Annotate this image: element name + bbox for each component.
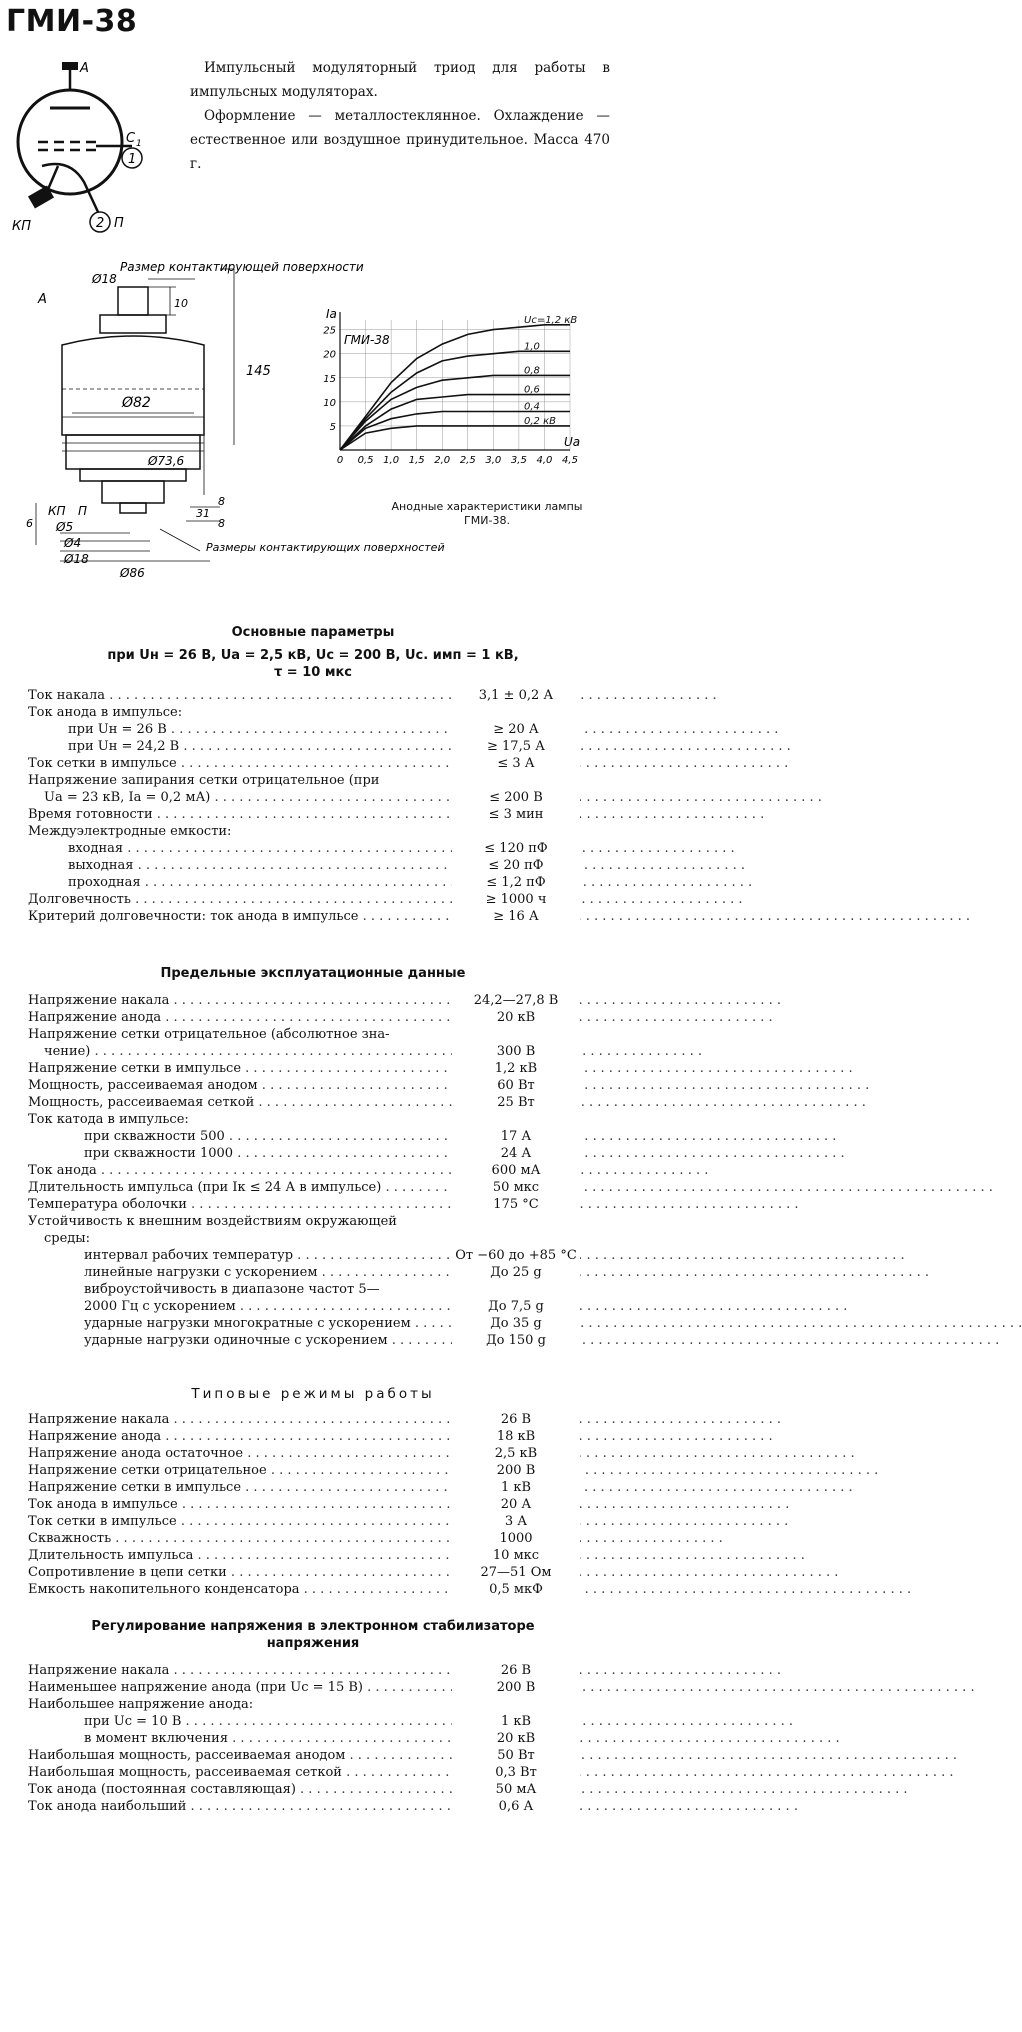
param-row [28, 1462, 598, 1479]
param-value: ≥ 1000 ч [452, 891, 580, 908]
chart-tube-label: ГМИ-38 [344, 333, 390, 347]
param-row [28, 908, 598, 925]
d86-label: Ø86 [120, 566, 145, 580]
param-row [28, 874, 598, 891]
y-tick-label: 15 [323, 373, 336, 385]
y-tick-label: 10 [323, 397, 336, 409]
param-row [28, 1179, 598, 1196]
series-label: Uc=1,2 кВ [524, 314, 578, 326]
params-list [28, 992, 598, 1349]
param-label: линейные нагрузки с ускорением [84, 1265, 318, 1280]
param-row [28, 1747, 598, 1764]
param-value: До 35 g [452, 1315, 580, 1332]
param-value: 50 Вт [452, 1747, 580, 1764]
param-row [28, 1781, 598, 1798]
param-value: 0,6 А [452, 1798, 580, 1815]
x-tick-label: 2,0 [434, 455, 451, 466]
param-row [28, 840, 598, 857]
param-label: Емкость накопительного конденсатора [28, 1582, 300, 1597]
param-row [28, 1094, 598, 1111]
param-value: 20 кВ [452, 1009, 580, 1026]
param-label: выходная [68, 858, 134, 873]
param-row [28, 1247, 598, 1264]
param-label: входная [68, 841, 124, 856]
param-row [28, 772, 598, 789]
body-outline [62, 336, 204, 435]
param-row [28, 1564, 598, 1581]
param-row [28, 1798, 598, 1815]
conditions-line-2: τ = 10 мкс [273, 665, 352, 680]
param-row [28, 992, 598, 1009]
param-row [28, 704, 598, 721]
anode-characteristics-chart [310, 300, 610, 490]
param-row [28, 1264, 598, 1281]
param-row [28, 857, 598, 874]
param-row [28, 1077, 598, 1094]
series-label: 0,8 [524, 365, 540, 377]
heater-filament [42, 164, 98, 212]
param-value: ≥ 17,5 А [452, 738, 580, 755]
param-row [28, 1162, 598, 1179]
series-label: 1,0 [524, 341, 540, 353]
param-row [28, 1196, 598, 1213]
param-value: ≤ 120 пФ [452, 840, 580, 857]
param-row [28, 789, 598, 806]
param-row [28, 806, 598, 823]
intro-text [190, 56, 610, 176]
param-label: Напряжение запирания сетки отрицательное (при [28, 773, 380, 788]
contact-note-label: Размер контактирующей поверхности [120, 260, 364, 274]
param-value: 0,3 Вт [452, 1764, 580, 1781]
param-value: 25 Вт [452, 1094, 580, 1111]
dim-10-label: 10 [174, 297, 188, 310]
cathode-label: КП [12, 219, 32, 234]
tube-symbol-diagram [8, 62, 168, 232]
param-row [28, 1428, 598, 1445]
param-value: 1 кВ [452, 1479, 580, 1496]
param-label: Скважность [28, 1531, 112, 1546]
param-row [28, 1315, 598, 1332]
param-row [28, 1026, 598, 1043]
param-label: Время готовности [28, 807, 153, 822]
param-value: До 25 g [452, 1264, 580, 1281]
param-label: Мощность, рассеиваемая сеткой [28, 1095, 255, 1110]
param-label: Напряжение накала [28, 1412, 170, 1427]
param-value: 3 А [452, 1513, 580, 1530]
param-value: 200 В [452, 1679, 580, 1696]
param-label: Напряжение анода остаточное [28, 1446, 244, 1461]
param-row [28, 891, 598, 908]
param-label: Напряжение сетки в импульсе [28, 1061, 242, 1076]
param-row [28, 1043, 598, 1060]
param-row [28, 1111, 598, 1128]
param-label: Наибольшая мощность, рассеиваемая сеткой [28, 1765, 342, 1780]
param-label: Наименьшее напряжение анода (при Uс = 15 В) [28, 1680, 363, 1695]
param-label: Напряжение сетки в импульсе [28, 1480, 242, 1495]
param-row [28, 1298, 598, 1315]
x-tick-label: 4,5 [562, 455, 578, 466]
param-value: 10 мкс [452, 1547, 580, 1564]
dim-8b-label: 8 [218, 517, 225, 530]
param-row [28, 1547, 598, 1564]
param-label: при скважности 1000 [84, 1146, 234, 1161]
param-label: Долговечность [28, 892, 131, 907]
grid-sub-label: 1 [136, 139, 142, 149]
param-row [28, 1009, 598, 1026]
param-label: проходная [68, 875, 141, 890]
d73-label: Ø73,6 [148, 454, 185, 468]
params-list [28, 687, 598, 925]
param-label: интервал рабочих температур [84, 1248, 294, 1263]
param-value: 20 кВ [452, 1730, 580, 1747]
param-label: Ток анода наибольший [28, 1799, 187, 1814]
param-row [28, 755, 598, 772]
series-label: 0,6 [524, 384, 540, 396]
param-label: Напряжение сетки отрицательное [28, 1463, 267, 1478]
param-label: ударные нагрузки одиночные с ускорением [84, 1333, 388, 1348]
param-value: 0,5 мкФ [452, 1581, 580, 1598]
heater-label: П [114, 216, 124, 231]
param-label: Ток накала [28, 688, 106, 703]
a-label: А [38, 292, 47, 307]
param-value: 2,5 кВ [452, 1445, 580, 1462]
p-label: П [78, 504, 88, 518]
param-row [28, 823, 598, 840]
param-label: Ток анода (постоянная составляющая) [28, 1782, 296, 1797]
param-label: виброустойчивость в диапазоне частот 5— [84, 1282, 380, 1297]
param-value: 18 кВ [452, 1428, 580, 1445]
x-tick-label: 1,0 [383, 455, 400, 466]
intro-line-2: Оформление — металлостеклянное. Охлаждение — естественное или воздушное принудительное. Масса 470 г. [190, 108, 610, 172]
x-tick-label: 0 [336, 455, 344, 466]
param-value: 26 В [452, 1411, 580, 1428]
param-label: при Uн = 26 В [68, 722, 167, 737]
d18-bottom-label: Ø18 [64, 552, 89, 566]
dim-31-label: 31 [196, 507, 210, 520]
param-row [28, 1581, 598, 1598]
d18-top-label: Ø18 [92, 272, 117, 286]
param-label: Напряжение сетки отрицательное (абсолютное зна- [28, 1027, 390, 1042]
params-list [28, 1411, 598, 1598]
param-value: 50 мА [452, 1781, 580, 1798]
param-label: Критерий долговечности: ток анода в импульсе [28, 909, 359, 924]
param-value: 1 кВ [452, 1713, 580, 1730]
top-cap [118, 287, 148, 315]
grid-label: С [126, 131, 136, 146]
param-value: 17 А [452, 1128, 580, 1145]
param-value: 26 В [452, 1662, 580, 1679]
pin2-label: 2 [96, 216, 105, 231]
d5-label: Ø5 [56, 520, 74, 534]
param-row [28, 1230, 598, 1247]
param-row [28, 1513, 598, 1530]
param-value: 20 А [452, 1496, 580, 1513]
section-title-line-2: напряжения [266, 1636, 360, 1651]
param-label: чение) [44, 1044, 91, 1059]
param-row [28, 1411, 598, 1428]
param-row [28, 721, 598, 738]
param-label: Длительность импульса (при Iк ≤ 24 А в импульсе) [28, 1180, 382, 1195]
param-label: Ток катода в импульсе: [28, 1112, 189, 1127]
param-label: при Uн = 24,2 В [68, 739, 180, 754]
param-label: при Uс = 10 В [84, 1714, 182, 1729]
param-row [28, 1764, 598, 1781]
section-main-parameters [28, 624, 598, 925]
x-tick-label: 3,5 [510, 455, 527, 466]
param-value: ≤ 3 А [452, 755, 580, 772]
param-value: 300 В [452, 1043, 580, 1060]
param-row [28, 1496, 598, 1513]
y-tick-label: 25 [323, 325, 336, 337]
param-label: Мощность, рассеиваемая анодом [28, 1078, 258, 1093]
param-value: 600 мА [452, 1162, 580, 1179]
param-label: Ток анода [28, 1163, 97, 1178]
param-value: 1000 [452, 1530, 580, 1547]
param-row [28, 1060, 598, 1077]
param-value: 3,1 ± 0,2 А [452, 687, 580, 704]
param-row [28, 1679, 598, 1696]
param-label: Ток анода в импульсе: [28, 705, 183, 720]
x-tick-label: 4,0 [536, 455, 553, 466]
param-row [28, 1445, 598, 1462]
param-label: Напряжение анода [28, 1429, 162, 1444]
param-row [28, 1530, 598, 1547]
chart-caption: Анодные характеристики лампы ГМИ-38. [391, 500, 583, 527]
chart-ylabel: Iа [326, 307, 337, 321]
param-row [28, 1713, 598, 1730]
param-label: Длительность импульса [28, 1548, 194, 1563]
param-label: Устойчивость к внешним воздействиям окружающей [28, 1214, 397, 1229]
dim-8a-label: 8 [218, 495, 225, 508]
param-label: Сопротивление в цепи сетки [28, 1565, 227, 1580]
param-label: в момент включения [84, 1731, 229, 1746]
param-row [28, 687, 598, 704]
y-tick-label: 20 [323, 349, 336, 361]
param-label: Наибольшее напряжение анода: [28, 1697, 254, 1712]
param-value: 1,2 кВ [452, 1060, 580, 1077]
section-title: Типовые режимы работы [191, 1386, 435, 1402]
param-value: ≥ 20 А [452, 721, 580, 738]
dim-6-label: 6 [26, 517, 33, 530]
intro-line-1: Импульсный модуляторный триод для работы в импульсных модуляторах. [190, 60, 610, 100]
section-regulation [28, 1618, 598, 1815]
param-row [28, 1479, 598, 1496]
dim-145-label: 145 [246, 364, 271, 379]
kp-label: КП [48, 504, 66, 518]
param-label: Uа = 23 кВ, Iа = 0,2 мА) [44, 790, 211, 805]
param-label: Напряжение анода [28, 1010, 162, 1025]
param-value: ≤ 3 мин [452, 806, 580, 823]
param-value: 24 А [452, 1145, 580, 1162]
param-value: 27—51 Ом [452, 1564, 580, 1581]
param-value: До 150 g [452, 1332, 580, 1349]
y-tick-label: 5 [329, 421, 336, 433]
param-label: Ток сетки в импульсе [28, 1514, 177, 1529]
param-value: ≤ 200 В [452, 789, 580, 806]
param-value: 50 мкс [452, 1179, 580, 1196]
series-line [340, 426, 570, 450]
param-row [28, 1281, 598, 1298]
param-value: ≥ 16 А [452, 908, 580, 925]
param-row [28, 1128, 598, 1145]
param-label: Температура оболочки [28, 1197, 187, 1212]
d82-label: Ø82 [122, 395, 151, 411]
param-label: при скважности 500 [84, 1129, 225, 1144]
param-row [28, 1213, 598, 1230]
params-list [28, 1662, 598, 1815]
section-title: Предельные эксплуатационные данные [160, 966, 466, 981]
x-tick-label: 2,5 [459, 455, 476, 466]
series-label: 0,4 [524, 401, 540, 413]
param-label: 2000 Гц с ускорением [84, 1299, 236, 1314]
param-value: ≤ 1,2 пФ [452, 874, 580, 891]
anode-label: А [80, 61, 89, 76]
section-title: Основные параметры [231, 625, 395, 640]
param-row [28, 1662, 598, 1679]
pin1-label: 1 [128, 152, 137, 167]
param-label: Напряжение накала [28, 993, 170, 1008]
x-tick-label: 1,5 [408, 455, 425, 466]
conditions-line-1: при Uн = 26 В, Uа = 2,5 кВ, Uс = 200 В, Uс. имп = 1 кВ, [107, 648, 519, 663]
param-label: Ток сетки в импульсе [28, 756, 177, 771]
param-value: 24,2—27,8 В [452, 992, 580, 1009]
param-label: ударные нагрузки многократные с ускорением [84, 1316, 411, 1331]
param-value: 200 В [452, 1462, 580, 1479]
param-label: Наибольшая мощность, рассеиваемая анодом [28, 1748, 346, 1763]
param-row [28, 738, 598, 755]
param-row [28, 1145, 598, 1162]
anode-cap [62, 62, 78, 70]
param-row [28, 1696, 598, 1713]
param-value: 175 °С [452, 1196, 580, 1213]
d4-label: Ø4 [64, 536, 82, 550]
sizes-note-label: Размеры контактирующих поверхностей [206, 541, 445, 554]
param-label: Ток анода в импульсе [28, 1497, 178, 1512]
tube-title: ГМИ-38 [6, 4, 138, 39]
param-value: 60 Вт [452, 1077, 580, 1094]
param-label: Напряжение накала [28, 1663, 170, 1678]
param-label: среды: [44, 1231, 91, 1246]
series-label: 0,2 кВ [524, 415, 556, 427]
param-value: До 7,5 g [452, 1298, 580, 1315]
section-title-line-1: Регулирование напряжения в электронном стабилизаторе [91, 1619, 535, 1634]
section-limits [28, 965, 598, 1349]
param-value: ≤ 20 пФ [452, 857, 580, 874]
section-typical-modes [28, 1386, 598, 1598]
param-value: От −60 до +85 °С [452, 1247, 580, 1264]
param-label: Междуэлектродные емкости: [28, 824, 232, 839]
param-row [28, 1730, 598, 1747]
chart-xlabel: Uа [564, 435, 581, 449]
x-tick-label: 0,5 [357, 455, 374, 466]
param-row [28, 1332, 598, 1349]
x-tick-label: 3,0 [485, 455, 502, 466]
